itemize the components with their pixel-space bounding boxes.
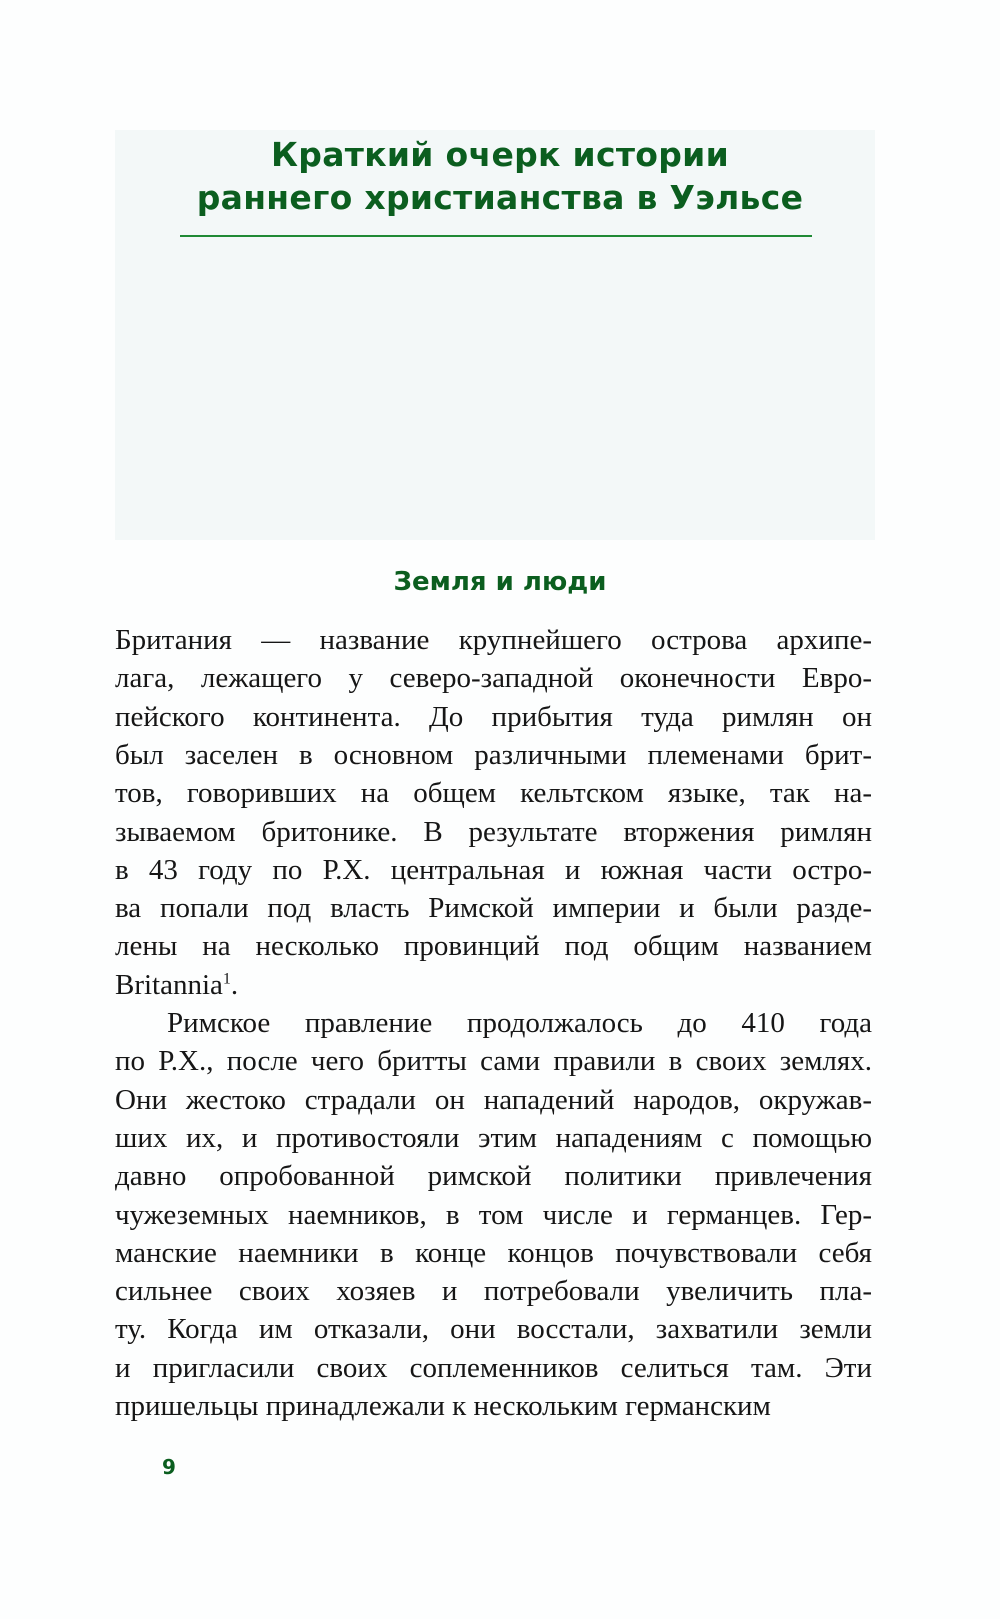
text-line — [115, 776, 872, 810]
text-line — [115, 700, 872, 734]
text-line-content: по Р.Х., после чего бритты сами правили в своих землях. — [115, 1045, 872, 1078]
text-line — [115, 738, 872, 772]
text-line-content: Британия — название крупнейшего острова архипе- — [115, 624, 872, 656]
text-line — [115, 968, 872, 1002]
text-line-content: давно опробованной римской политики привлечения — [115, 1160, 872, 1193]
text-line — [115, 1351, 872, 1385]
text-line-content: в 43 году по Р.Х. центральная и южная части остро- — [115, 853, 872, 886]
text-line — [167, 1006, 872, 1040]
text-line — [115, 661, 872, 695]
text-line — [115, 1083, 872, 1117]
chapter-title-line-1: Краткий очерк истории — [271, 135, 729, 174]
chapter-title-line-2: раннего христианства в Уэльсе — [196, 178, 804, 217]
text-line-content: манские наемники в конце концов почувствовали себя — [115, 1236, 872, 1269]
text-line — [115, 815, 872, 849]
text-line — [115, 1312, 872, 1346]
text-line-content: пейского континента. До прибытия туда римлян он — [115, 700, 872, 733]
text-line — [115, 853, 872, 887]
text-line-content: тов, говоривших на общем кельтском языке, так на- — [115, 777, 872, 810]
text-line-content: зываемом бритонике. В результате вторжения римлян — [115, 815, 872, 848]
section-title: Земля и люди — [393, 567, 607, 597]
text-line — [115, 1389, 872, 1423]
text-line-content: Britannia — [115, 968, 223, 1001]
text-line-content: ших их, и противостояли этим нападениям с помощью — [115, 1121, 872, 1154]
text-line-content: лены на несколько провинций под общим названием — [115, 930, 872, 963]
text-line-content: лага, лежащего у северо-западной оконечности Евро- — [115, 662, 872, 695]
text-line-content: ва попали под власть Римской империи и были разде- — [115, 892, 872, 925]
text-line-content: Римское правление продолжалось до 410 года — [167, 1007, 872, 1039]
text-line-content: и пригласили своих соплеменников селиться там. Эти — [115, 1351, 872, 1384]
text-line — [115, 891, 872, 925]
text-line-content: ту. Когда им отказали, они восстали, захватили земли — [115, 1313, 872, 1346]
text-line-content: был заселен в основном различными племенами брит- — [115, 738, 872, 771]
text-line — [115, 623, 872, 657]
text-line — [115, 1159, 872, 1193]
page-number: 9 — [162, 1455, 176, 1479]
text-line — [115, 929, 872, 963]
text-line-content: Они жестоко страдали он нападений народов, окружав- — [115, 1083, 872, 1116]
text-line-content: сильнее своих хозяев и потребовали увеличить пла- — [115, 1275, 872, 1308]
text-line — [115, 1198, 872, 1232]
text-line — [115, 1236, 872, 1270]
text-line — [115, 1274, 872, 1308]
text-line — [115, 1044, 872, 1078]
sentence-end: . — [230, 968, 239, 1001]
text-line — [115, 1121, 872, 1155]
title-divider — [180, 235, 812, 237]
footnote-reference[interactable]: 1 — [222, 970, 231, 988]
text-line-content: пришельцы принадлежали к нескольким германским — [115, 1390, 771, 1422]
text-line-content: чужеземных наемников, в том числе и германцев. Гер- — [115, 1198, 872, 1231]
